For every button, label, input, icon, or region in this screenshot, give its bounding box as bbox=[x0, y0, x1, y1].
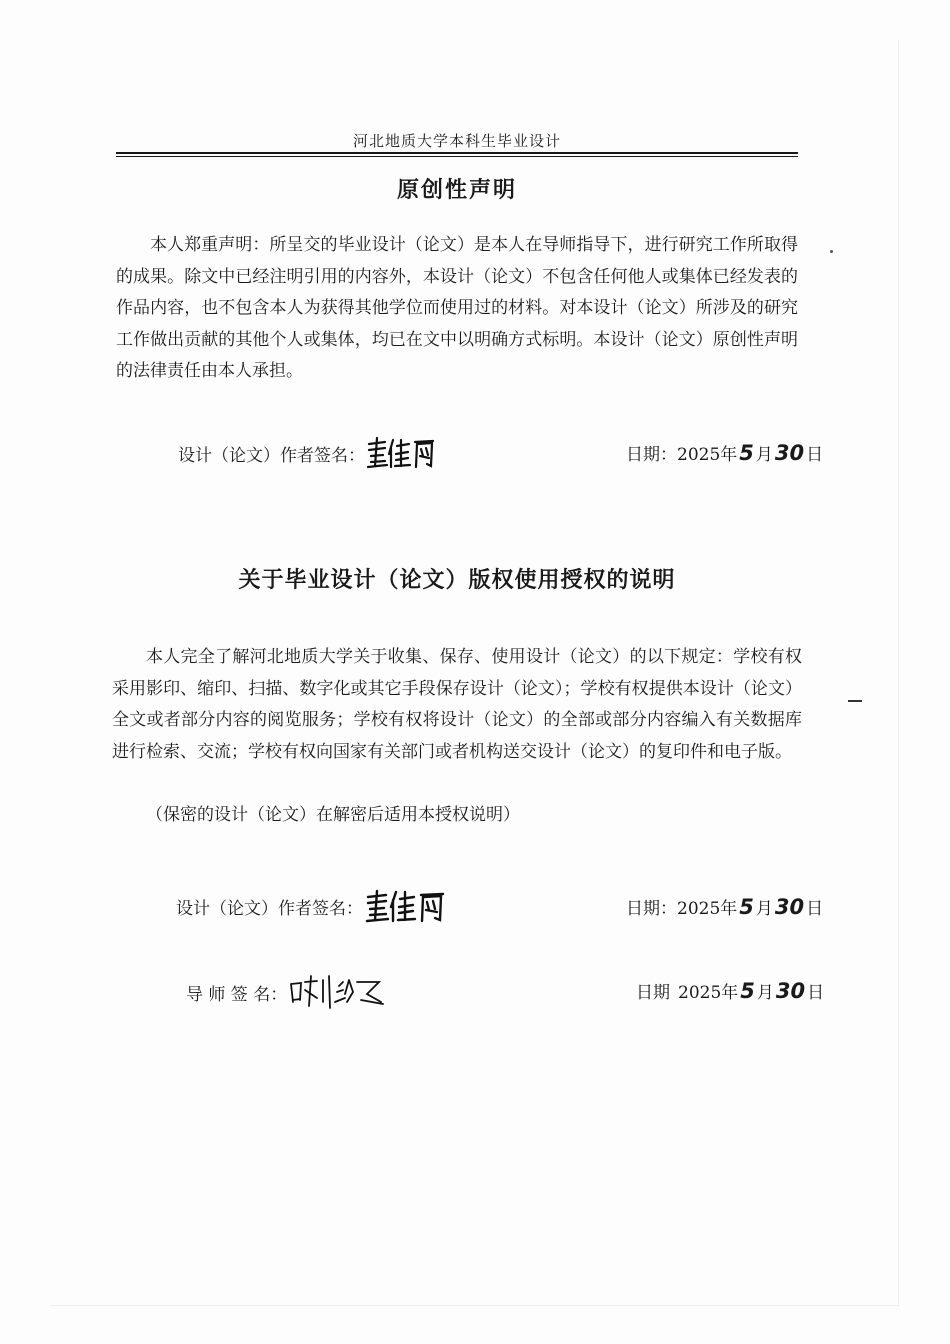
copyright-day-char: 日 bbox=[806, 899, 824, 919]
header-rule bbox=[116, 152, 798, 154]
declaration-date-month: 5 bbox=[739, 441, 754, 465]
copyright-month-char: 月 bbox=[755, 899, 773, 919]
header-rule-thin bbox=[116, 156, 798, 157]
copyright-note: （保密的设计（论文）在解密后适用本授权说明） bbox=[146, 805, 520, 825]
declaration-date bbox=[626, 440, 823, 465]
advisor-signature-row bbox=[186, 972, 387, 1012]
running-header: 河北地质大学本科生毕业设计 bbox=[352, 132, 561, 150]
copyright-body: 本人完全了解河北地质大学关于收集、保存、使用设计（论文）的以下规定：学校有权采用影印、缩印、扫描、数字化或其它手段保存设计（论文）；学校有权提供本设计（论文）全文或者部分内容的阅览服务；学校有权将设计（论文）的全部或部分内容编入有关数据库进行检索、交流；学校有权向国家有关部门或者机构送交设计（论文）的复印件和电子版。 bbox=[112, 647, 802, 762]
advisor-date-year: 2025 bbox=[678, 983, 722, 1003]
copyright-author-signature-row bbox=[176, 888, 447, 924]
copyright-author-date bbox=[626, 894, 823, 919]
advisor-date bbox=[636, 978, 824, 1003]
copyright-year-char: 年 bbox=[720, 899, 738, 919]
declaration-author-signature-row bbox=[178, 436, 437, 470]
advisor-day-char: 日 bbox=[807, 983, 825, 1003]
declaration-date-label: 日期： bbox=[626, 445, 677, 465]
declaration-year-char: 年 bbox=[720, 445, 738, 465]
declaration-date-year: 2025 bbox=[677, 445, 721, 465]
declaration-title: 原创性声明 bbox=[396, 178, 517, 203]
declaration-author-signature bbox=[365, 436, 437, 470]
advisor-label: 导 师 签 名： bbox=[186, 984, 288, 1005]
declaration-author-label: 设计（论文）作者签名： bbox=[178, 445, 365, 466]
scan-artifact-dot bbox=[830, 250, 833, 253]
advisor-date-month: 5 bbox=[740, 979, 755, 1003]
scan-artifact-mark bbox=[848, 700, 862, 702]
advisor-month-char: 月 bbox=[756, 983, 774, 1003]
declaration-month-char: 月 bbox=[755, 445, 773, 465]
copyright-author-date-year: 2025 bbox=[677, 899, 721, 919]
copyright-author-date-label: 日期： bbox=[626, 899, 677, 919]
declaration-date-day: 30 bbox=[774, 441, 805, 465]
copyright-author-date-month: 5 bbox=[739, 895, 754, 919]
copyright-title: 关于毕业设计（论文）版权使用授权的说明 bbox=[238, 568, 676, 593]
copyright-author-date-day: 30 bbox=[774, 895, 805, 919]
advisor-signature bbox=[287, 972, 387, 1012]
advisor-date-day: 30 bbox=[775, 979, 806, 1003]
copyright-author-signature bbox=[363, 888, 447, 924]
copyright-author-label: 设计（论文）作者签名： bbox=[176, 898, 363, 919]
declaration-day-char: 日 bbox=[806, 445, 824, 465]
declaration-body: 本人郑重声明：所呈交的毕业设计（论文）是本人在导师指导下，进行研究工作所取得的成果。除文中已经注明引用的内容外，本设计（论文）不包含任何他人或集体已经发表的作品内容，也不包含本人为获得其他学位而使用过的材料。对本设计（论文）所涉及的研究工作做出贡献的其他个人或集体，均已在文中以明确方式标明。本设计（论文）原创性声明的法律责任由本人承担。 bbox=[116, 235, 798, 381]
advisor-date-label: 日期 bbox=[636, 983, 670, 1003]
advisor-year-char: 年 bbox=[721, 983, 739, 1003]
